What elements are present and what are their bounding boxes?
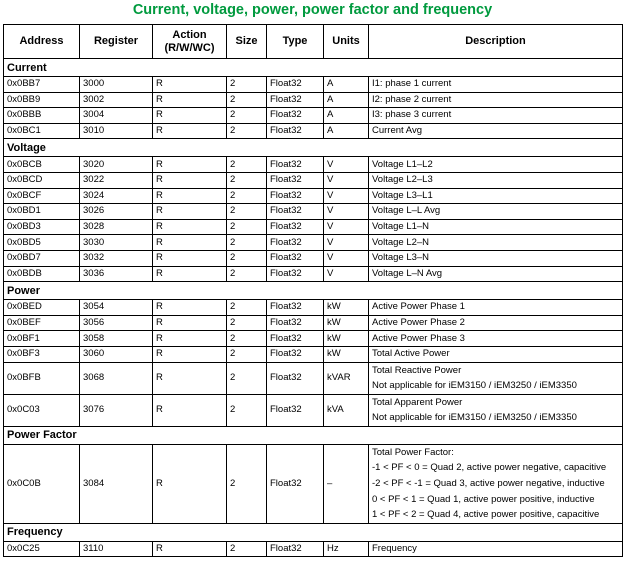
cell-size: 2: [227, 204, 267, 220]
cell-register: 3028: [80, 219, 153, 235]
cell-size: 2: [227, 219, 267, 235]
section-current: Current: [4, 59, 623, 77]
cell-description: [369, 444, 623, 523]
table-header: [4, 25, 623, 59]
cell-action: R: [153, 157, 227, 173]
cell-register: 3076: [80, 394, 153, 426]
cell-description: Current Avg: [369, 123, 623, 139]
cell-size: 2: [227, 315, 267, 331]
cell-address: 0x0BF1: [4, 331, 80, 347]
cell-register: 3020: [80, 157, 153, 173]
cell-address: 0x0BD7: [4, 250, 80, 266]
cell-action: R: [153, 315, 227, 331]
cell-address: 0x0BCD: [4, 172, 80, 188]
header-action: Action (R/W/WC): [153, 25, 227, 59]
cell-address: 0x0BBB: [4, 108, 80, 124]
cell-size: 2: [227, 250, 267, 266]
cell-address: 0x0BF3: [4, 346, 80, 362]
cell-size: 2: [227, 362, 267, 394]
table-row: [4, 108, 623, 124]
cell-units: V: [324, 250, 369, 266]
cell-type: Float32: [267, 235, 324, 251]
table-row: [4, 444, 623, 523]
cell-action: R: [153, 250, 227, 266]
cell-type: Float32: [267, 157, 324, 173]
description-line: Not applicable for iEM3150 / iEM3250 / iEM3350: [372, 412, 577, 424]
cell-address: 0x0BD3: [4, 219, 80, 235]
cell-type: Float32: [267, 346, 324, 362]
cell-units: Hz: [324, 541, 369, 557]
header-register: Register: [80, 25, 153, 59]
cell-action: R: [153, 444, 227, 523]
table-row: [4, 172, 623, 188]
cell-type: Float32: [267, 266, 324, 282]
cell-description: Voltage L3–N: [369, 250, 623, 266]
cell-register: 3004: [80, 108, 153, 124]
cell-units: kW: [324, 315, 369, 331]
table-row: [4, 315, 623, 331]
cell-description: [369, 362, 623, 394]
cell-size: 2: [227, 331, 267, 347]
cell-description: Active Power Phase 1: [369, 300, 623, 316]
cell-register: 3022: [80, 172, 153, 188]
cell-size: 2: [227, 188, 267, 204]
description-line: -2 < PF < -1 = Quad 3, active power negative, inductive: [372, 478, 605, 490]
table-row: [4, 250, 623, 266]
cell-units: kW: [324, 346, 369, 362]
cell-description: I1: phase 1 current: [369, 77, 623, 93]
cell-size: 2: [227, 394, 267, 426]
table-row: [4, 77, 623, 93]
cell-action: R: [153, 266, 227, 282]
cell-register: 3110: [80, 541, 153, 557]
cell-units: –: [324, 444, 369, 523]
cell-address: 0x0BCB: [4, 157, 80, 173]
table-row: [4, 346, 623, 362]
cell-type: Float32: [267, 331, 324, 347]
cell-action: R: [153, 123, 227, 139]
cell-units: kVAR: [324, 362, 369, 394]
cell-units: A: [324, 92, 369, 108]
cell-type: Float32: [267, 172, 324, 188]
table-row: [4, 394, 623, 426]
cell-type: Float32: [267, 77, 324, 93]
cell-units: V: [324, 219, 369, 235]
cell-address: 0x0BED: [4, 300, 80, 316]
cell-type: Float32: [267, 108, 324, 124]
cell-size: 2: [227, 92, 267, 108]
cell-address: 0x0BDB: [4, 266, 80, 282]
cell-register: 3000: [80, 77, 153, 93]
cell-units: A: [324, 123, 369, 139]
cell-address: 0x0BB7: [4, 77, 80, 93]
table-row: [4, 204, 623, 220]
cell-register: 3032: [80, 250, 153, 266]
header-size: Size: [227, 25, 267, 59]
cell-type: Float32: [267, 123, 324, 139]
cell-description: Active Power Phase 3: [369, 331, 623, 347]
header-address: Address: [4, 25, 80, 59]
cell-type: Float32: [267, 315, 324, 331]
cell-register: 3084: [80, 444, 153, 523]
cell-address: 0x0BB9: [4, 92, 80, 108]
section-power: Power: [4, 282, 623, 300]
cell-address: 0x0BEF: [4, 315, 80, 331]
cell-register: 3010: [80, 123, 153, 139]
cell-description: Voltage L–N Avg: [369, 266, 623, 282]
cell-type: Float32: [267, 394, 324, 426]
cell-action: R: [153, 541, 227, 557]
cell-units: kW: [324, 331, 369, 347]
cell-address: 0x0BC1: [4, 123, 80, 139]
table-row: [4, 188, 623, 204]
cell-address: 0x0C25: [4, 541, 80, 557]
cell-units: V: [324, 188, 369, 204]
cell-action: R: [153, 346, 227, 362]
cell-description: Frequency: [369, 541, 623, 557]
cell-description: Voltage L1–L2: [369, 157, 623, 173]
cell-description: Voltage L1–N: [369, 219, 623, 235]
cell-description: Voltage L–L Avg: [369, 204, 623, 220]
cell-size: 2: [227, 77, 267, 93]
cell-units: A: [324, 77, 369, 93]
description-line: 1 < PF < 2 = Quad 4, active power positive, capacitive: [372, 509, 600, 521]
cell-units: V: [324, 172, 369, 188]
cell-action: R: [153, 394, 227, 426]
table-row: [4, 219, 623, 235]
cell-type: Float32: [267, 541, 324, 557]
cell-type: Float32: [267, 444, 324, 523]
cell-register: 3030: [80, 235, 153, 251]
cell-units: A: [324, 108, 369, 124]
cell-register: 3060: [80, 346, 153, 362]
cell-size: 2: [227, 235, 267, 251]
description-line: Total Power Factor:: [372, 446, 454, 458]
cell-address: 0x0BFB: [4, 362, 80, 394]
cell-units: V: [324, 204, 369, 220]
section-frequency: Frequency: [4, 523, 623, 541]
table-row: [4, 300, 623, 316]
cell-register: 3024: [80, 188, 153, 204]
cell-units: V: [324, 266, 369, 282]
cell-type: Float32: [267, 188, 324, 204]
table-row: [4, 541, 623, 557]
description-line: Not applicable for iEM3150 / iEM3250 / iEM3350: [372, 380, 577, 392]
cell-size: 2: [227, 123, 267, 139]
cell-action: R: [153, 108, 227, 124]
cell-size: 2: [227, 172, 267, 188]
cell-register: 3056: [80, 315, 153, 331]
cell-description: Voltage L3–L1: [369, 188, 623, 204]
cell-register: 3002: [80, 92, 153, 108]
cell-description: Total Active Power: [369, 346, 623, 362]
cell-units: V: [324, 157, 369, 173]
cell-type: Float32: [267, 204, 324, 220]
description-line: 0 < PF < 1 = Quad 1, active power positive, inductive: [372, 493, 595, 505]
cell-address: 0x0BD1: [4, 204, 80, 220]
cell-action: R: [153, 77, 227, 93]
cell-action: R: [153, 204, 227, 220]
cell-size: 2: [227, 541, 267, 557]
table-row: [4, 157, 623, 173]
cell-type: Float32: [267, 219, 324, 235]
cell-size: 2: [227, 266, 267, 282]
description-line: -1 < PF < 0 = Quad 2, active power negative, capacitive: [372, 462, 607, 474]
cell-description: Voltage L2–L3: [369, 172, 623, 188]
cell-register: 3058: [80, 331, 153, 347]
cell-action: R: [153, 331, 227, 347]
table-row: [4, 266, 623, 282]
header-description: Description: [369, 25, 623, 59]
cell-type: Float32: [267, 362, 324, 394]
cell-description: Active Power Phase 2: [369, 315, 623, 331]
header-type: Type: [267, 25, 324, 59]
section-voltage: Voltage: [4, 139, 623, 157]
page-title: Current, voltage, power, power factor and frequency: [132, 2, 493, 18]
cell-size: 2: [227, 108, 267, 124]
table-row: [4, 331, 623, 347]
cell-units: kW: [324, 300, 369, 316]
cell-units: V: [324, 235, 369, 251]
cell-action: R: [153, 92, 227, 108]
cell-units: kVA: [324, 394, 369, 426]
cell-register: 3026: [80, 204, 153, 220]
cell-register: 3036: [80, 266, 153, 282]
table-row: [4, 123, 623, 139]
header-units: Units: [324, 25, 369, 59]
cell-description: I3: phase 3 current: [369, 108, 623, 124]
table-row: [4, 92, 623, 108]
register-table: [3, 24, 623, 557]
cell-register: 3054: [80, 300, 153, 316]
cell-type: Float32: [267, 92, 324, 108]
section-power-factor: Power Factor: [4, 426, 623, 444]
cell-address: 0x0BD5: [4, 235, 80, 251]
cell-register: 3068: [80, 362, 153, 394]
cell-description: I2: phase 2 current: [369, 92, 623, 108]
cell-type: Float32: [267, 250, 324, 266]
description-line: Total Apparent Power: [372, 396, 463, 408]
cell-description: Voltage L2–N: [369, 235, 623, 251]
table-row: [4, 235, 623, 251]
cell-size: 2: [227, 444, 267, 523]
table-row: [4, 362, 623, 394]
cell-size: 2: [227, 157, 267, 173]
cell-action: R: [153, 300, 227, 316]
cell-type: Float32: [267, 300, 324, 316]
cell-size: 2: [227, 346, 267, 362]
cell-address: 0x0C0B: [4, 444, 80, 523]
cell-address: 0x0C03: [4, 394, 80, 426]
cell-action: R: [153, 172, 227, 188]
cell-action: R: [153, 235, 227, 251]
description-line: Total Reactive Power: [372, 364, 462, 376]
cell-action: R: [153, 219, 227, 235]
cell-action: R: [153, 188, 227, 204]
cell-address: 0x0BCF: [4, 188, 80, 204]
cell-action: R: [153, 362, 227, 394]
cell-description: [369, 394, 623, 426]
cell-size: 2: [227, 300, 267, 316]
